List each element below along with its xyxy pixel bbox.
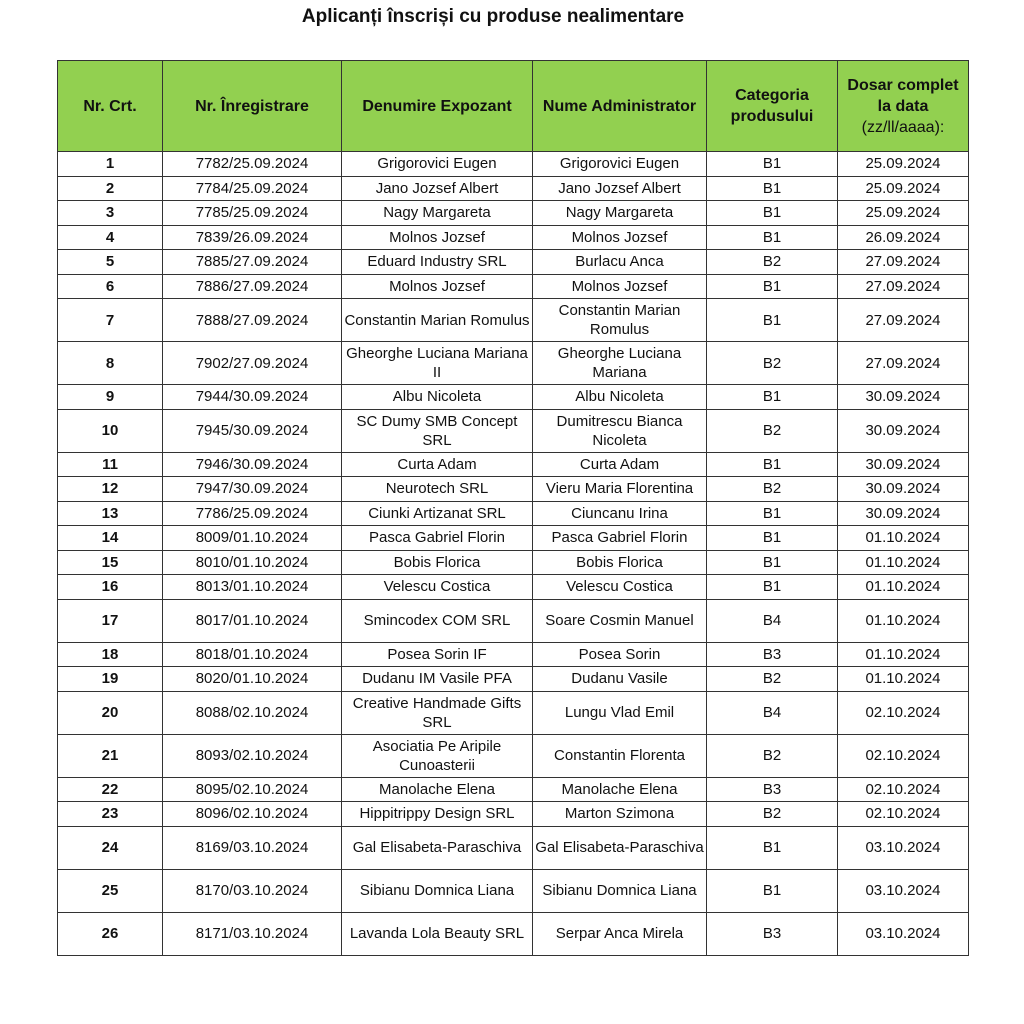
cell-nr-inregistrare: 7786/25.09.2024 xyxy=(163,501,342,526)
cell-denumire-expozant: Pasca Gabriel Florin xyxy=(342,526,533,551)
header-categoria-produsului: Categoria produsului xyxy=(707,61,838,152)
table-row xyxy=(58,225,969,250)
cell-categoria-produsului: B4 xyxy=(707,691,838,734)
cell-categoria-produsului: B1 xyxy=(707,385,838,410)
cell-categoria-produsului: B1 xyxy=(707,526,838,551)
table-row xyxy=(58,452,969,477)
table-row xyxy=(58,691,969,734)
cell-nr-inregistrare: 8088/02.10.2024 xyxy=(163,691,342,734)
cell-nr-crt: 17 xyxy=(58,599,163,642)
cell-dosar-complet-data: 01.10.2024 xyxy=(838,667,969,692)
cell-dosar-complet-data: 01.10.2024 xyxy=(838,599,969,642)
cell-nr-inregistrare: 7886/27.09.2024 xyxy=(163,274,342,299)
cell-dosar-complet-data: 30.09.2024 xyxy=(838,477,969,502)
cell-nume-administrator: Velescu Costica xyxy=(533,575,707,600)
cell-nume-administrator: Posea Sorin xyxy=(533,642,707,667)
cell-dosar-complet-data: 26.09.2024 xyxy=(838,225,969,250)
table-row xyxy=(58,274,969,299)
cell-nr-inregistrare: 8169/03.10.2024 xyxy=(163,826,342,869)
cell-nume-administrator: Ciuncanu Irina xyxy=(533,501,707,526)
cell-nr-inregistrare: 7944/30.09.2024 xyxy=(163,385,342,410)
cell-nr-crt: 24 xyxy=(58,826,163,869)
cell-denumire-expozant: Curta Adam xyxy=(342,452,533,477)
cell-dosar-complet-data: 30.09.2024 xyxy=(838,409,969,452)
cell-categoria-produsului: B1 xyxy=(707,869,838,912)
table-row xyxy=(58,777,969,802)
cell-nr-inregistrare: 7902/27.09.2024 xyxy=(163,342,342,385)
table-row xyxy=(58,869,969,912)
cell-categoria-produsului: B1 xyxy=(707,575,838,600)
cell-nr-crt: 19 xyxy=(58,667,163,692)
cell-nume-administrator: Gal Elisabeta-Paraschiva xyxy=(533,826,707,869)
cell-nr-inregistrare: 7782/25.09.2024 xyxy=(163,152,342,177)
cell-nr-inregistrare: 8010/01.10.2024 xyxy=(163,550,342,575)
cell-nr-inregistrare: 8009/01.10.2024 xyxy=(163,526,342,551)
cell-categoria-produsului: B1 xyxy=(707,201,838,226)
cell-denumire-expozant: Ciunki Artizanat SRL xyxy=(342,501,533,526)
cell-categoria-produsului: B1 xyxy=(707,452,838,477)
cell-nr-crt: 4 xyxy=(58,225,163,250)
cell-nr-crt: 7 xyxy=(58,299,163,342)
cell-categoria-produsului: B3 xyxy=(707,642,838,667)
table-row xyxy=(58,550,969,575)
cell-nr-inregistrare: 7945/30.09.2024 xyxy=(163,409,342,452)
cell-nr-inregistrare: 8013/01.10.2024 xyxy=(163,575,342,600)
table-row xyxy=(58,477,969,502)
cell-nume-administrator: Curta Adam xyxy=(533,452,707,477)
cell-denumire-expozant: Constantin Marian Romulus xyxy=(342,299,533,342)
cell-nume-administrator: Nagy Margareta xyxy=(533,201,707,226)
cell-dosar-complet-data: 01.10.2024 xyxy=(838,526,969,551)
cell-categoria-produsului: B4 xyxy=(707,599,838,642)
cell-nr-crt: 22 xyxy=(58,777,163,802)
cell-denumire-expozant: Dudanu IM Vasile PFA xyxy=(342,667,533,692)
cell-dosar-complet-data: 27.09.2024 xyxy=(838,250,969,275)
cell-nr-crt: 11 xyxy=(58,452,163,477)
cell-denumire-expozant: Molnos Jozsef xyxy=(342,225,533,250)
cell-nume-administrator: Molnos Jozsef xyxy=(533,225,707,250)
cell-nume-administrator: Vieru Maria Florentina xyxy=(533,477,707,502)
cell-nr-inregistrare: 7888/27.09.2024 xyxy=(163,299,342,342)
cell-nume-administrator: Molnos Jozsef xyxy=(533,274,707,299)
table-row xyxy=(58,667,969,692)
cell-nr-crt: 13 xyxy=(58,501,163,526)
cell-categoria-produsului: B1 xyxy=(707,225,838,250)
cell-denumire-expozant: Lavanda Lola Beauty SRL xyxy=(342,912,533,955)
cell-dosar-complet-data: 02.10.2024 xyxy=(838,691,969,734)
cell-nume-administrator: Albu Nicoleta xyxy=(533,385,707,410)
header-dosar-complet xyxy=(838,61,969,152)
header-nr-inregistrare: Nr. Înregistrare xyxy=(163,61,342,152)
table-row xyxy=(58,176,969,201)
cell-categoria-produsului: B1 xyxy=(707,274,838,299)
table-header-row xyxy=(58,61,969,152)
cell-dosar-complet-data: 30.09.2024 xyxy=(838,452,969,477)
cell-categoria-produsului: B2 xyxy=(707,409,838,452)
cell-nume-administrator: Lungu Vlad Emil xyxy=(533,691,707,734)
cell-nr-inregistrare: 8020/01.10.2024 xyxy=(163,667,342,692)
header-nume-administrator: Nume Administrator xyxy=(533,61,707,152)
cell-denumire-expozant: Neurotech SRL xyxy=(342,477,533,502)
cell-nr-crt: 18 xyxy=(58,642,163,667)
cell-denumire-expozant: Asociatia Pe Aripile Cunoasterii xyxy=(342,734,533,777)
cell-nume-administrator: Manolache Elena xyxy=(533,777,707,802)
cell-dosar-complet-data: 25.09.2024 xyxy=(838,176,969,201)
table-row xyxy=(58,250,969,275)
page-title: Aplicanți înscriși cu produse nealimentare xyxy=(301,6,685,27)
cell-categoria-produsului: B1 xyxy=(707,826,838,869)
cell-dosar-complet-data: 27.09.2024 xyxy=(838,342,969,385)
cell-dosar-complet-data: 25.09.2024 xyxy=(838,201,969,226)
cell-categoria-produsului: B2 xyxy=(707,734,838,777)
cell-denumire-expozant: Posea Sorin IF xyxy=(342,642,533,667)
table-row xyxy=(58,342,969,385)
cell-dosar-complet-data: 30.09.2024 xyxy=(838,501,969,526)
cell-denumire-expozant: Sibianu Domnica Liana xyxy=(342,869,533,912)
cell-nr-crt: 8 xyxy=(58,342,163,385)
cell-nume-administrator: Soare Cosmin Manuel xyxy=(533,599,707,642)
table-row xyxy=(58,526,969,551)
header-denumire-expozant: Denumire Expozant xyxy=(342,61,533,152)
cell-denumire-expozant: Creative Handmade Gifts SRL xyxy=(342,691,533,734)
cell-denumire-expozant: Jano Jozsef Albert xyxy=(342,176,533,201)
cell-nr-inregistrare: 8017/01.10.2024 xyxy=(163,599,342,642)
cell-nr-crt: 15 xyxy=(58,550,163,575)
cell-nr-crt: 5 xyxy=(58,250,163,275)
cell-categoria-produsului: B3 xyxy=(707,912,838,955)
table-row xyxy=(58,409,969,452)
cell-nr-inregistrare: 7947/30.09.2024 xyxy=(163,477,342,502)
cell-nume-administrator: Serpar Anca Mirela xyxy=(533,912,707,955)
cell-categoria-produsului: B2 xyxy=(707,477,838,502)
header-nr-crt: Nr. Crt. xyxy=(58,61,163,152)
cell-denumire-expozant: Gheorghe Luciana Mariana II xyxy=(342,342,533,385)
cell-dosar-complet-data: 02.10.2024 xyxy=(838,802,969,827)
header-date-format: (zz/ll/aaaa): xyxy=(861,118,945,136)
table-row xyxy=(58,734,969,777)
cell-nr-crt: 14 xyxy=(58,526,163,551)
cell-nr-inregistrare: 8171/03.10.2024 xyxy=(163,912,342,955)
cell-nr-crt: 21 xyxy=(58,734,163,777)
cell-categoria-produsului: B1 xyxy=(707,299,838,342)
cell-nr-inregistrare: 8096/02.10.2024 xyxy=(163,802,342,827)
cell-nr-crt: 23 xyxy=(58,802,163,827)
cell-categoria-produsului: B2 xyxy=(707,802,838,827)
cell-denumire-expozant: Eduard Industry SRL xyxy=(342,250,533,275)
cell-nr-inregistrare: 7839/26.09.2024 xyxy=(163,225,342,250)
cell-nr-crt: 2 xyxy=(58,176,163,201)
cell-dosar-complet-data: 02.10.2024 xyxy=(838,734,969,777)
applicants-table xyxy=(57,60,969,956)
cell-denumire-expozant: Manolache Elena xyxy=(342,777,533,802)
table-row xyxy=(58,299,969,342)
table-row xyxy=(58,575,969,600)
cell-nr-inregistrare: 8018/01.10.2024 xyxy=(163,642,342,667)
cell-nr-crt: 16 xyxy=(58,575,163,600)
cell-nr-crt: 3 xyxy=(58,201,163,226)
cell-nr-inregistrare: 8093/02.10.2024 xyxy=(163,734,342,777)
table-row xyxy=(58,501,969,526)
cell-denumire-expozant: Albu Nicoleta xyxy=(342,385,533,410)
cell-dosar-complet-data: 01.10.2024 xyxy=(838,550,969,575)
table-row xyxy=(58,385,969,410)
cell-nr-inregistrare: 7784/25.09.2024 xyxy=(163,176,342,201)
cell-dosar-complet-data: 03.10.2024 xyxy=(838,826,969,869)
cell-categoria-produsului: B1 xyxy=(707,550,838,575)
cell-denumire-expozant: SC Dumy SMB Concept SRL xyxy=(342,409,533,452)
table-row xyxy=(58,642,969,667)
cell-nr-inregistrare: 7785/25.09.2024 xyxy=(163,201,342,226)
table-row xyxy=(58,599,969,642)
cell-nume-administrator: Constantin Florenta xyxy=(533,734,707,777)
cell-nr-inregistrare: 7946/30.09.2024 xyxy=(163,452,342,477)
cell-nume-administrator: Dumitrescu Bianca Nicoleta xyxy=(533,409,707,452)
cell-categoria-produsului: B3 xyxy=(707,777,838,802)
cell-nr-crt: 20 xyxy=(58,691,163,734)
cell-dosar-complet-data: 03.10.2024 xyxy=(838,869,969,912)
cell-nume-administrator: Gheorghe Luciana Mariana xyxy=(533,342,707,385)
table-row xyxy=(58,201,969,226)
table-row xyxy=(58,912,969,955)
cell-nume-administrator: Sibianu Domnica Liana xyxy=(533,869,707,912)
cell-nume-administrator: Jano Jozsef Albert xyxy=(533,176,707,201)
cell-nr-crt: 1 xyxy=(58,152,163,177)
cell-nume-administrator: Constantin Marian Romulus xyxy=(533,299,707,342)
cell-nume-administrator: Bobis Florica xyxy=(533,550,707,575)
cell-dosar-complet-data: 27.09.2024 xyxy=(838,274,969,299)
cell-categoria-produsului: B2 xyxy=(707,667,838,692)
table-row xyxy=(58,802,969,827)
cell-denumire-expozant: Hippitrippy Design SRL xyxy=(342,802,533,827)
cell-categoria-produsului: B1 xyxy=(707,176,838,201)
cell-denumire-expozant: Velescu Costica xyxy=(342,575,533,600)
cell-dosar-complet-data: 03.10.2024 xyxy=(838,912,969,955)
cell-nr-crt: 25 xyxy=(58,869,163,912)
cell-nr-inregistrare: 7885/27.09.2024 xyxy=(163,250,342,275)
cell-nr-crt: 9 xyxy=(58,385,163,410)
cell-dosar-complet-data: 30.09.2024 xyxy=(838,385,969,410)
cell-denumire-expozant: Gal Elisabeta-Paraschiva xyxy=(342,826,533,869)
header-dosar-complet-label: Dosar complet la data xyxy=(847,76,959,115)
cell-dosar-complet-data: 01.10.2024 xyxy=(838,575,969,600)
cell-categoria-produsului: B2 xyxy=(707,342,838,385)
cell-nume-administrator: Burlacu Anca xyxy=(533,250,707,275)
cell-denumire-expozant: Nagy Margareta xyxy=(342,201,533,226)
cell-denumire-expozant: Grigorovici Eugen xyxy=(342,152,533,177)
cell-denumire-expozant: Smincodex COM SRL xyxy=(342,599,533,642)
cell-denumire-expozant: Bobis Florica xyxy=(342,550,533,575)
cell-nr-crt: 6 xyxy=(58,274,163,299)
cell-nume-administrator: Marton Szimona xyxy=(533,802,707,827)
cell-nr-crt: 10 xyxy=(58,409,163,452)
cell-nr-inregistrare: 8095/02.10.2024 xyxy=(163,777,342,802)
table-row xyxy=(58,826,969,869)
table-row xyxy=(58,152,969,177)
cell-nume-administrator: Dudanu Vasile xyxy=(533,667,707,692)
cell-nr-inregistrare: 8170/03.10.2024 xyxy=(163,869,342,912)
cell-nume-administrator: Grigorovici Eugen xyxy=(533,152,707,177)
cell-categoria-produsului: B1 xyxy=(707,501,838,526)
cell-denumire-expozant: Molnos Jozsef xyxy=(342,274,533,299)
cell-categoria-produsului: B1 xyxy=(707,152,838,177)
cell-dosar-complet-data: 02.10.2024 xyxy=(838,777,969,802)
cell-nr-crt: 12 xyxy=(58,477,163,502)
cell-dosar-complet-data: 01.10.2024 xyxy=(838,642,969,667)
cell-nume-administrator: Pasca Gabriel Florin xyxy=(533,526,707,551)
cell-categoria-produsului: B2 xyxy=(707,250,838,275)
cell-dosar-complet-data: 25.09.2024 xyxy=(838,152,969,177)
cell-nr-crt: 26 xyxy=(58,912,163,955)
cell-dosar-complet-data: 27.09.2024 xyxy=(838,299,969,342)
